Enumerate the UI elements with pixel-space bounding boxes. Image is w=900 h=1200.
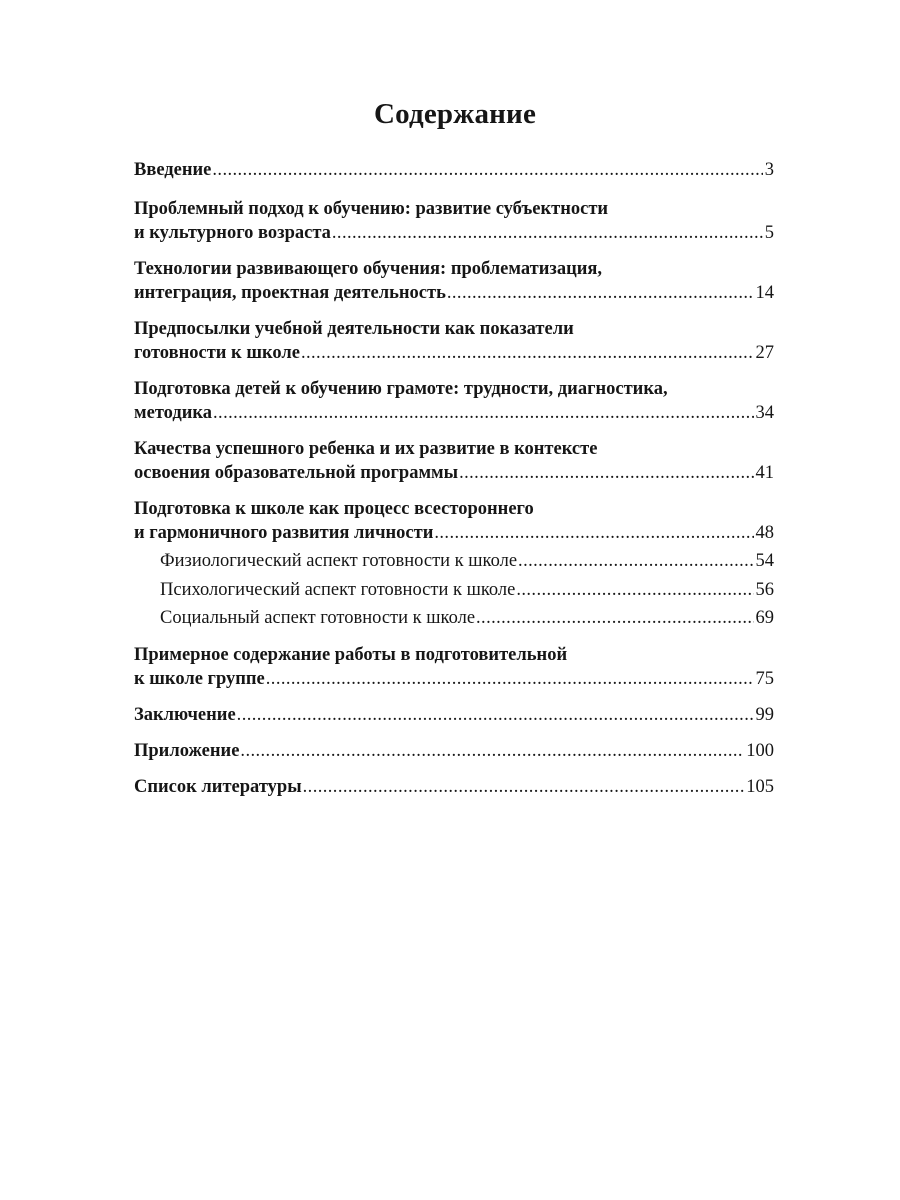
toc-entry-title: интеграция, проектная деятельность: [134, 283, 446, 303]
toc-entry-title: и культурного возраста: [134, 223, 331, 243]
toc-entry-work-content[interactable]: [134, 667, 774, 691]
toc-entry-title: Физиологический аспект готовности к школе: [160, 551, 518, 571]
toc-page-number: 3: [764, 160, 774, 180]
toc-entry-title-line: Подготовка к школе как процесс всестороннего: [134, 499, 534, 519]
toc-entry-title: к школе группе: [134, 669, 265, 689]
toc-leader-dots: [237, 703, 754, 727]
toc-leader-dots: [266, 667, 754, 691]
toc-page-number: 48: [755, 523, 774, 543]
toc-entry-school-preparation[interactable]: [134, 521, 774, 545]
toc-entry-title-line: Технологии развивающего обучения: проблематизация,: [134, 259, 603, 279]
toc-entry-title: Заключение: [134, 705, 236, 725]
toc-page-number: 14: [755, 283, 774, 303]
toc-leader-dots: [476, 606, 753, 630]
toc-entry-conclusion[interactable]: [134, 703, 774, 727]
toc-page-number: 99: [755, 705, 774, 725]
toc-page-number: 100: [746, 741, 774, 761]
toc-entry-literacy-preparation[interactable]: [134, 401, 774, 425]
toc-leader-dots: [332, 221, 763, 245]
toc-entry-title: и гармоничного развития личности: [134, 523, 434, 543]
toc-entry-successful-child[interactable]: [134, 461, 774, 485]
toc-page-number: 54: [755, 551, 774, 571]
toc-entry-bibliography[interactable]: [134, 775, 774, 799]
toc-entry-title: Список литературы: [134, 777, 302, 797]
toc-page-number: 27: [755, 343, 774, 363]
toc-entry-title: методика: [134, 403, 213, 423]
toc-entry-title-line: Качества успешного ребенка и их развитие в контексте: [134, 439, 598, 459]
toc-page-number: 5: [764, 223, 774, 243]
toc-page-number: 105: [746, 777, 774, 797]
toc-subentry-physiological[interactable]: [160, 549, 774, 573]
toc-leader-dots: [240, 739, 744, 763]
toc-entry-learning-prerequisites[interactable]: [134, 341, 774, 365]
toc-leader-dots: [303, 775, 745, 799]
toc-entry-title-line: Подготовка детей к обучению грамоте: трудности, диагностика,: [134, 379, 668, 399]
toc-page-number: 69: [755, 608, 774, 628]
toc-leader-dots: [301, 341, 754, 365]
toc-leader-dots: [447, 281, 754, 305]
toc-entry-title: освоения образовательной программы: [134, 463, 459, 483]
toc-leader-dots: [213, 401, 753, 425]
toc-entry-title: Введение: [134, 160, 212, 180]
toc-leader-dots: [516, 578, 753, 602]
toc-leader-dots: [212, 158, 762, 182]
toc-page-number: 56: [755, 580, 774, 600]
toc-entry-title-line: Проблемный подход к обучению: развитие субъектности: [134, 199, 609, 219]
toc-entry-title: готовности к школе: [134, 343, 300, 363]
toc-page-number: 75: [755, 669, 774, 689]
toc-leader-dots: [434, 521, 753, 545]
toc-entry-title: Приложение: [134, 741, 240, 761]
toc-leader-dots: [459, 461, 753, 485]
toc-entry-title-line: Предпосылки учебной деятельности как показатели: [134, 319, 574, 339]
toc-entry-appendix[interactable]: [134, 739, 774, 763]
page-title: Содержание: [373, 98, 537, 130]
toc-entry-title: Психологический аспект готовности к школе: [160, 580, 516, 600]
toc-entry-problem-approach[interactable]: [134, 221, 774, 245]
toc-subentry-social[interactable]: [160, 606, 774, 630]
toc-subentry-psychological[interactable]: [160, 578, 774, 602]
toc-page-number: 34: [755, 403, 774, 423]
toc-entry-introduction[interactable]: [134, 158, 774, 182]
toc-leader-dots: [518, 549, 753, 573]
toc-entry-developing-technologies[interactable]: [134, 281, 774, 305]
toc-page-number: 41: [755, 463, 774, 483]
toc-entry-title: Социальный аспект готовности к школе: [160, 608, 476, 628]
toc-entry-title-line: Примерное содержание работы в подготовительной: [134, 645, 568, 665]
